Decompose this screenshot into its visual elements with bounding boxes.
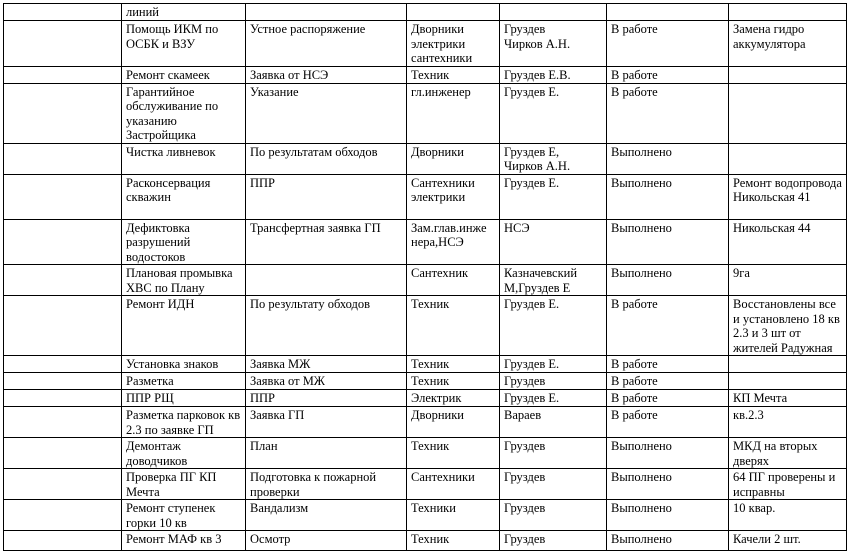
- status-cell: В работе: [607, 21, 729, 67]
- task-cell: Ремонт ступенек горки 10 кв: [122, 500, 246, 531]
- basis-cell: Трансфертная заявка ГП: [246, 219, 407, 265]
- status-cell: Выполнено: [607, 469, 729, 500]
- table-row: [4, 83, 847, 143]
- table-row: [4, 4, 847, 21]
- responsible-cell: Груздев Е.В.: [500, 66, 607, 83]
- task-cell: Ремонт ИДН: [122, 296, 246, 356]
- responsible-cell: Груздев: [500, 373, 607, 390]
- row-marker-cell: [4, 219, 122, 265]
- executor-role-cell: Дворники: [407, 143, 500, 174]
- row-marker-cell: [4, 356, 122, 373]
- responsible-cell: Груздев Е.: [500, 390, 607, 407]
- basis-cell: ППР: [246, 174, 407, 219]
- task-cell: Плановая промывка ХВС по Плану: [122, 265, 246, 296]
- responsible-cell: Груздев Е.: [500, 296, 607, 356]
- responsible-cell: Груздев: [500, 531, 607, 551]
- executor-role-cell: Техник: [407, 531, 500, 551]
- responsible-cell: Груздев Е.: [500, 356, 607, 373]
- table-row: [4, 390, 847, 407]
- task-cell: Гарантийное обслуживание по указанию Застройщика: [122, 83, 246, 143]
- table-row: [4, 174, 847, 219]
- row-marker-cell: [4, 265, 122, 296]
- table-body: [4, 4, 847, 551]
- basis-cell: [246, 265, 407, 296]
- executor-role-cell: Техники: [407, 500, 500, 531]
- table-row: [4, 143, 847, 174]
- responsible-cell: Груздев Чирков А.Н.: [500, 21, 607, 67]
- task-cell: Чистка ливневок: [122, 143, 246, 174]
- note-cell: 9га: [729, 265, 847, 296]
- executor-role-cell: Техник: [407, 356, 500, 373]
- basis-cell: Осмотр: [246, 531, 407, 551]
- task-cell: Установка знаков: [122, 356, 246, 373]
- row-marker-cell: [4, 469, 122, 500]
- basis-cell: ППР: [246, 390, 407, 407]
- executor-role-cell: Сантехник: [407, 265, 500, 296]
- executor-role-cell: Техник: [407, 296, 500, 356]
- table-row: [4, 219, 847, 265]
- executor-role-cell: Зам.глав.инже нера,НСЭ: [407, 219, 500, 265]
- row-marker-cell: [4, 143, 122, 174]
- executor-role-cell: Дворники: [407, 407, 500, 438]
- status-cell: Выполнено: [607, 219, 729, 265]
- status-cell: Выполнено: [607, 438, 729, 469]
- note-cell: [729, 66, 847, 83]
- note-cell: [729, 83, 847, 143]
- row-marker-cell: [4, 21, 122, 67]
- note-cell: 10 квар.: [729, 500, 847, 531]
- table-row: [4, 265, 847, 296]
- status-cell: В работе: [607, 373, 729, 390]
- basis-cell: Заявка ГП: [246, 407, 407, 438]
- basis-cell: Указание: [246, 83, 407, 143]
- note-cell: МКД на вторых дверях: [729, 438, 847, 469]
- row-marker-cell: [4, 373, 122, 390]
- executor-role-cell: Дворники электрики сантехники: [407, 21, 500, 67]
- table-row: [4, 296, 847, 356]
- note-cell: [729, 356, 847, 373]
- basis-cell: Устное распоряжение: [246, 21, 407, 67]
- executor-role-cell: [407, 4, 500, 21]
- table-row: [4, 531, 847, 551]
- row-marker-cell: [4, 66, 122, 83]
- table-row: [4, 500, 847, 531]
- basis-cell: По результатам обходов: [246, 143, 407, 174]
- responsible-cell: Груздев Е.: [500, 83, 607, 143]
- status-cell: В работе: [607, 66, 729, 83]
- note-cell: Замена гидро аккумулятора: [729, 21, 847, 67]
- table-row: [4, 373, 847, 390]
- responsible-cell: Вараев: [500, 407, 607, 438]
- table-row: [4, 469, 847, 500]
- basis-cell: Заявка МЖ: [246, 356, 407, 373]
- note-cell: КП Мечта: [729, 390, 847, 407]
- status-cell: Выполнено: [607, 143, 729, 174]
- note-cell: кв.2.3: [729, 407, 847, 438]
- task-cell: Ремонт скамеек: [122, 66, 246, 83]
- status-cell: В работе: [607, 390, 729, 407]
- basis-cell: [246, 4, 407, 21]
- executor-role-cell: Сантехники электрики: [407, 174, 500, 219]
- note-cell: [729, 4, 847, 21]
- executor-role-cell: гл.инженер: [407, 83, 500, 143]
- status-cell: [607, 4, 729, 21]
- note-cell: 64 ПГ проверены и исправны: [729, 469, 847, 500]
- task-cell: Разметка парковок кв 2.3 по заявке ГП: [122, 407, 246, 438]
- responsible-cell: [500, 4, 607, 21]
- executor-role-cell: Сантехники: [407, 469, 500, 500]
- responsible-cell: Груздев Е, Чирков А.Н.: [500, 143, 607, 174]
- task-cell: Помощь ИКМ по ОСБК и ВЗУ: [122, 21, 246, 67]
- responsible-cell: Груздев: [500, 469, 607, 500]
- status-cell: Выполнено: [607, 265, 729, 296]
- note-cell: Ремонт водопровода Никольская 41: [729, 174, 847, 219]
- task-cell: Дефиктовка разрушений водостоков: [122, 219, 246, 265]
- executor-role-cell: Техник: [407, 438, 500, 469]
- table-row: [4, 66, 847, 83]
- task-cell: линий: [122, 4, 246, 21]
- basis-cell: План: [246, 438, 407, 469]
- responsible-cell: НСЭ: [500, 219, 607, 265]
- basis-cell: Заявка от НСЭ: [246, 66, 407, 83]
- task-cell: Демонтаж доводчиков: [122, 438, 246, 469]
- note-cell: Никольская 44: [729, 219, 847, 265]
- task-cell: Разметка: [122, 373, 246, 390]
- row-marker-cell: [4, 4, 122, 21]
- row-marker-cell: [4, 296, 122, 356]
- note-cell: Восстановлены все и установлено 18 кв 2.3 и 3 шт от жителей Радужная: [729, 296, 847, 356]
- note-cell: [729, 373, 847, 390]
- row-marker-cell: [4, 407, 122, 438]
- basis-cell: Заявка от МЖ: [246, 373, 407, 390]
- responsible-cell: Казначевский М,Груздев Е: [500, 265, 607, 296]
- basis-cell: Подготовка к пожарной проверки: [246, 469, 407, 500]
- executor-role-cell: Техник: [407, 373, 500, 390]
- task-cell: Проверка ПГ КП Мечта: [122, 469, 246, 500]
- status-cell: В работе: [607, 296, 729, 356]
- task-cell: Ремонт МАФ кв 3: [122, 531, 246, 551]
- basis-cell: Вандализм: [246, 500, 407, 531]
- responsible-cell: Груздев Е.: [500, 174, 607, 219]
- table-row: [4, 407, 847, 438]
- work-log-table: [3, 3, 847, 551]
- basis-cell: По результату обходов: [246, 296, 407, 356]
- row-marker-cell: [4, 438, 122, 469]
- row-marker-cell: [4, 83, 122, 143]
- task-cell: ППР РЩ: [122, 390, 246, 407]
- responsible-cell: Груздев: [500, 438, 607, 469]
- row-marker-cell: [4, 500, 122, 531]
- task-cell: Расконсервация скважин: [122, 174, 246, 219]
- status-cell: В работе: [607, 83, 729, 143]
- status-cell: Выполнено: [607, 500, 729, 531]
- status-cell: Выполнено: [607, 174, 729, 219]
- status-cell: В работе: [607, 407, 729, 438]
- table-row: [4, 21, 847, 67]
- row-marker-cell: [4, 390, 122, 407]
- row-marker-cell: [4, 174, 122, 219]
- status-cell: В работе: [607, 356, 729, 373]
- responsible-cell: Груздев: [500, 500, 607, 531]
- status-cell: Выполнено: [607, 531, 729, 551]
- executor-role-cell: Техник: [407, 66, 500, 83]
- note-cell: [729, 143, 847, 174]
- executor-role-cell: Электрик: [407, 390, 500, 407]
- table-row: [4, 356, 847, 373]
- note-cell: Качели 2 шт.: [729, 531, 847, 551]
- table-row: [4, 438, 847, 469]
- row-marker-cell: [4, 531, 122, 551]
